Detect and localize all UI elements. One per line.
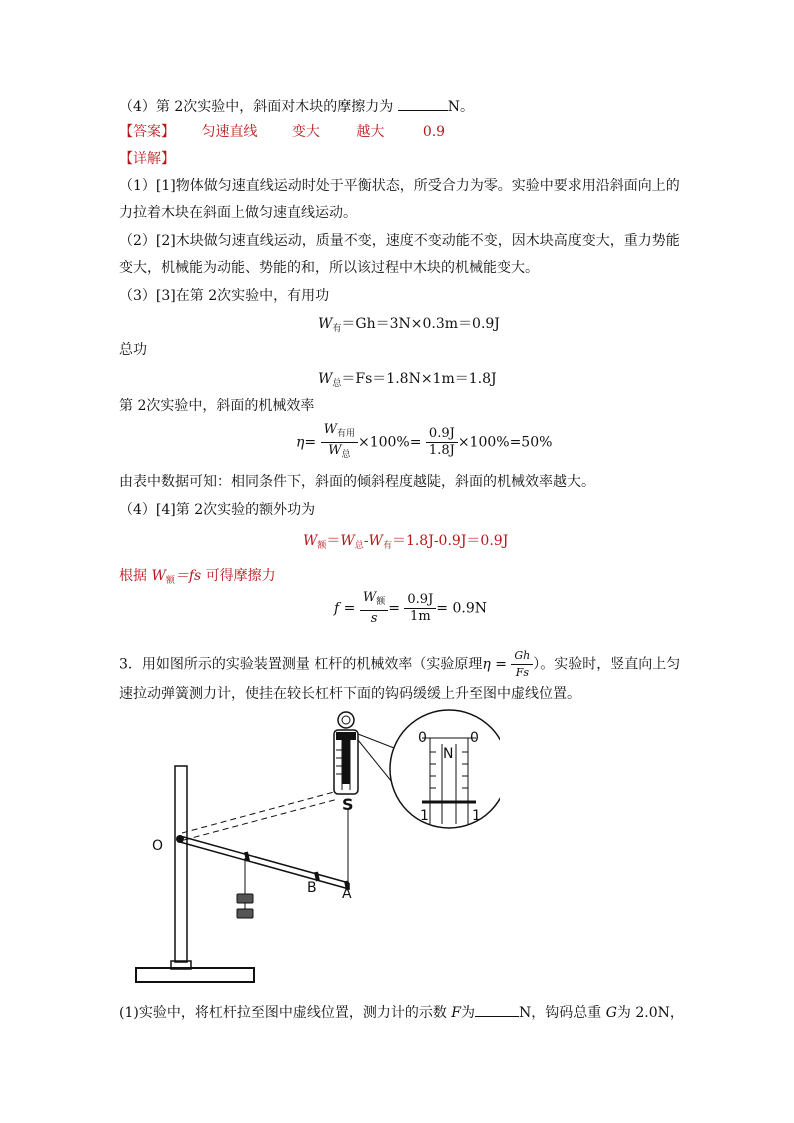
- paragraph-4: （4）[4]第 2次实验的额外功为: [119, 502, 316, 518]
- answer-label: 【答案】: [119, 124, 175, 140]
- equation-useful-work: $W_有=Gh=3N\times 0.3m=0.9J$: [318, 316, 500, 334]
- total-work-label: 总功: [119, 342, 147, 358]
- paragraph-1-line-1: （1）[1]物体做匀速直线运动时处于平衡状态，所受合力为零。实验中要求用沿斜面向上的: [119, 178, 680, 194]
- newton-label: N: [443, 746, 454, 762]
- question-4-line: （4）第 2次实验中，斜面对木块的摩擦力为 N。: [119, 96, 474, 117]
- point-b-label: B: [307, 880, 317, 896]
- paragraph-2-line-2: 变大，机械能为动能、势能的和，所以该过程中木块的机械能变大。: [119, 260, 539, 276]
- answer-item-3: 越大: [356, 124, 385, 140]
- zero-right-label: 0: [470, 730, 479, 746]
- one-right-label: 1: [472, 808, 481, 824]
- dashed-lever-bottom: [184, 799, 338, 840]
- answer-item-2: 变大: [291, 124, 320, 140]
- point-o-label: O: [152, 838, 164, 854]
- principle-fraction: $\frac{Gh}{Fs}$: [511, 648, 533, 681]
- scale-hook: S: [342, 795, 354, 814]
- scale-ring: [338, 712, 354, 728]
- question-3-part-1: (1)实验中，将杠杆拉至图中虚线位置，测力计的示数 F为 N，钩码总重 G为 2.0N，: [119, 1002, 684, 1023]
- conclusion-line: 由表中数据可知：相同条件下，斜面的倾斜程度越陡，斜面的机械效率越大。: [119, 474, 595, 490]
- magnifier-line-bottom: [358, 740, 392, 782]
- detail-label: 【详解】: [119, 151, 175, 167]
- fraction-extra-over-s: $\frac{W_额}{s}$: [360, 590, 388, 627]
- lever-bottom-edge: [180, 842, 349, 889]
- zero-left-label: 0: [418, 730, 427, 746]
- hook-weight-2: [237, 909, 253, 918]
- equation-total-work: $W_总=Fs=1.8N\times 1m=1.8J$: [318, 371, 497, 389]
- question-3-line-1: 3．用如图所示的实验装置测量 杠杆的机械效率（实验原理η = $\frac{Gh}{Fs}$ ）。实验时，竖直向上匀: [119, 649, 681, 679]
- paragraph-3: （3）[3]在第 2次实验中，有用功: [119, 288, 330, 304]
- dashed-lever-top: [182, 792, 334, 833]
- fraction-useful-over-total: $\frac{W_{有用}}{W_总}$: [321, 422, 358, 463]
- paragraph-1-line-2: 力拉着木块在斜面上做匀速直线运动。: [119, 205, 357, 221]
- answer-line: [119, 122, 445, 142]
- stand-pole: [175, 766, 187, 962]
- hook-weight-1: [237, 894, 253, 903]
- lever-top-edge: [180, 836, 349, 883]
- friction-label: 根据 $W_额=fs$ 可得摩擦力: [119, 568, 276, 586]
- point-a-label: A: [342, 886, 352, 902]
- equation-friction: f = $\frac{W_额}{s}$ = $\frac{0.9J}{1m}$ = 0.9N: [334, 590, 487, 626]
- one-left-label: 1: [420, 808, 429, 824]
- reading-blank: [475, 1002, 519, 1017]
- fraction-friction-values: $\frac{0.9J}{1m}$: [404, 592, 436, 625]
- scale-indicator: [342, 740, 350, 784]
- answer-blank: [398, 96, 448, 111]
- question-3-line-2: 速拉动弹簧测力计，使挂在较长杠杆下面的钩码缓缓上升至图中虚线位置。: [119, 686, 581, 702]
- lever-mark-hook: [246, 852, 248, 861]
- equation-extra-work: $W_额=W_总-W_有=1.8J-0.9J=0.9J$: [303, 533, 509, 551]
- lever-apparatus-diagram: [120, 700, 500, 992]
- paragraph-2-line-1: （2）[2]木块做匀速直线运动，质量不变，速度不变动能不变，因木块高度变大，重力势能: [119, 233, 680, 249]
- equation-efficiency: η= $\frac{W_{有用}}{W_总}$ ×100%= $\frac{0.9J}{1.8J}$ ×100%=50%: [296, 422, 552, 463]
- fraction-values: $\frac{0.9J}{1.8J}$: [426, 426, 458, 459]
- answer-item-4: 0.9: [422, 124, 446, 140]
- magnifier-circle: [390, 710, 500, 828]
- stand-base: [136, 968, 254, 982]
- answer-item-1: 匀速直线: [201, 124, 258, 140]
- efficiency-label: 第 2次实验中，斜面的机械效率: [119, 398, 315, 414]
